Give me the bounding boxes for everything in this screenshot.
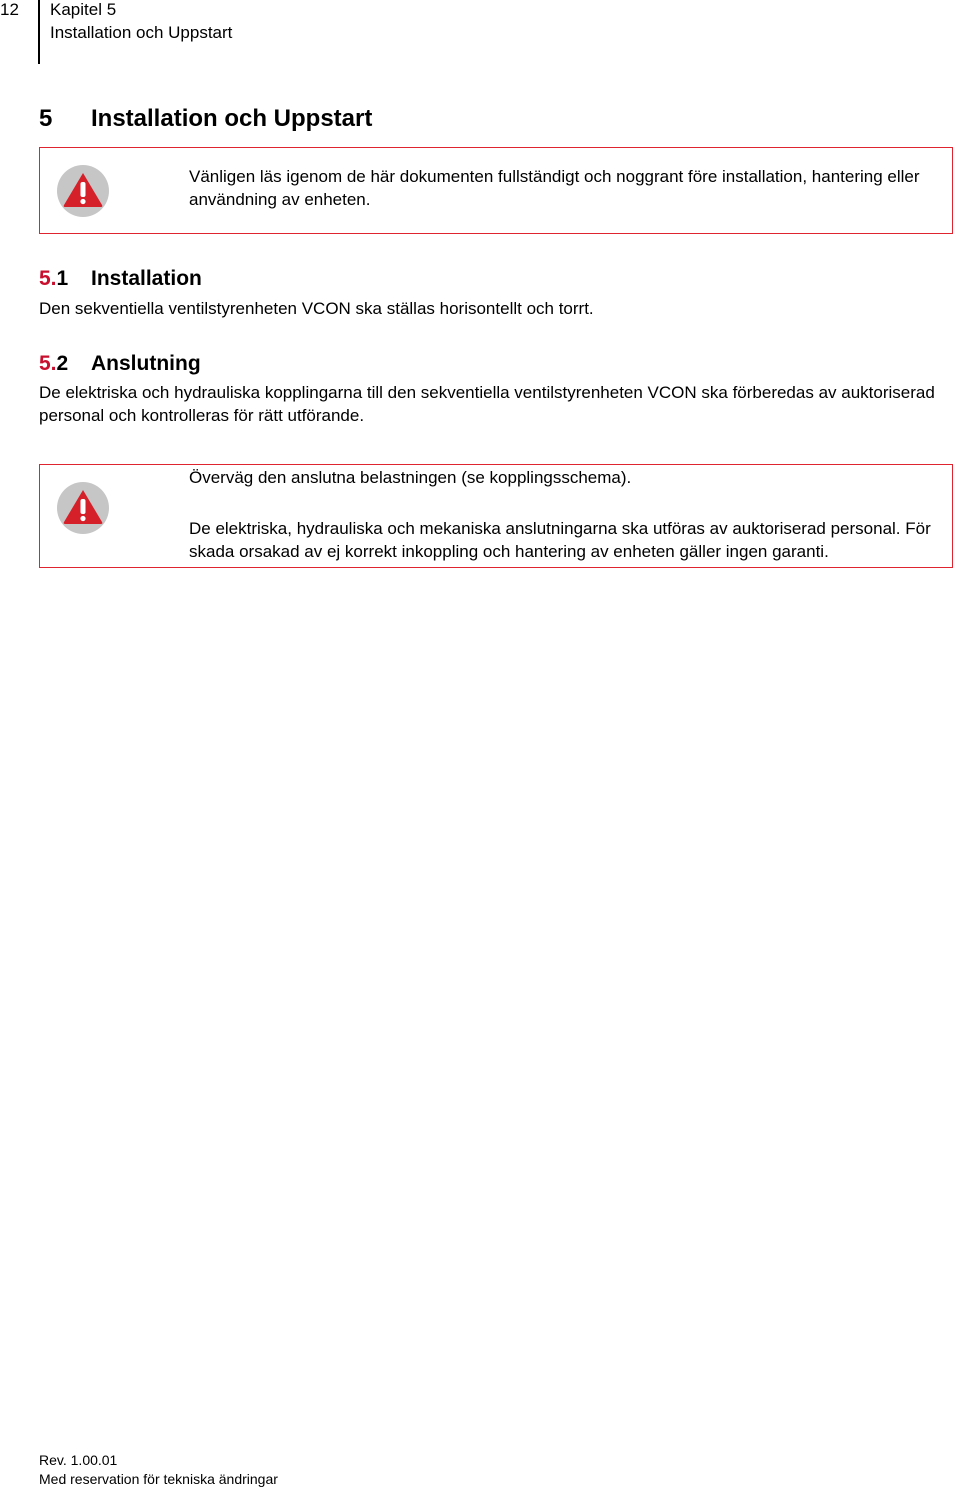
- subsection-number-suffix: 1: [56, 267, 69, 290]
- section-title: Installation och Uppstart: [91, 105, 373, 132]
- anslutning-paragraph: De elektriska och hydrauliska kopplingarna till den sekventiella ventilstyrenheten VCON ska förberedas av auktoriserad personal och kontrolleras för rätt utförande.: [39, 383, 935, 425]
- warning-text-personnel: De elektriska, hydrauliska och mekaniska anslutningarna ska utföras av auktoriserad personal. För skada orsakad av ej korrekt inkoppling och hantering av enheten gäller ingen garanti.: [189, 519, 931, 561]
- page-number: 12: [0, 0, 19, 19]
- subsection-number-suffix: 2: [56, 352, 69, 375]
- chapter-title: Installation och Uppstart: [50, 23, 233, 42]
- subsection-heading-anslutning: [39, 351, 201, 377]
- subsection-number-prefix: 5.: [39, 267, 57, 290]
- warning-triangle-icon: [56, 164, 110, 218]
- section-heading: [39, 104, 372, 134]
- subsection-heading-installation: [39, 266, 202, 292]
- installation-paragraph: Den sekventiella ventilstyrenheten VCON ska ställas horisontellt och torrt.: [39, 299, 594, 318]
- subsection-number-prefix: 5.: [39, 352, 57, 375]
- subsection-title: Installation: [91, 267, 202, 290]
- warning-box-read-docs: [39, 147, 953, 234]
- warning-triangle-icon: [56, 481, 110, 535]
- section-number: 5: [39, 105, 53, 132]
- footer-revision: Rev. 1.00.01: [39, 1452, 118, 1468]
- footer-note: Med reservation för tekniska ändringar: [39, 1471, 278, 1487]
- chapter-label: Kapitel 5: [50, 0, 117, 19]
- subsection-number: [39, 266, 91, 292]
- warning-box-connection: [39, 464, 953, 568]
- subsection-title: Anslutning: [91, 352, 201, 375]
- header-divider: [38, 0, 40, 64]
- warning-text: Vänligen läs igenom de här dokumenten fullständigt och noggrant före installation, hantering eller användning av enheten.: [189, 167, 920, 209]
- warning-text-load: Överväg den anslutna belastningen (se kopplingsschema).: [189, 468, 632, 487]
- subsection-number: [39, 351, 91, 377]
